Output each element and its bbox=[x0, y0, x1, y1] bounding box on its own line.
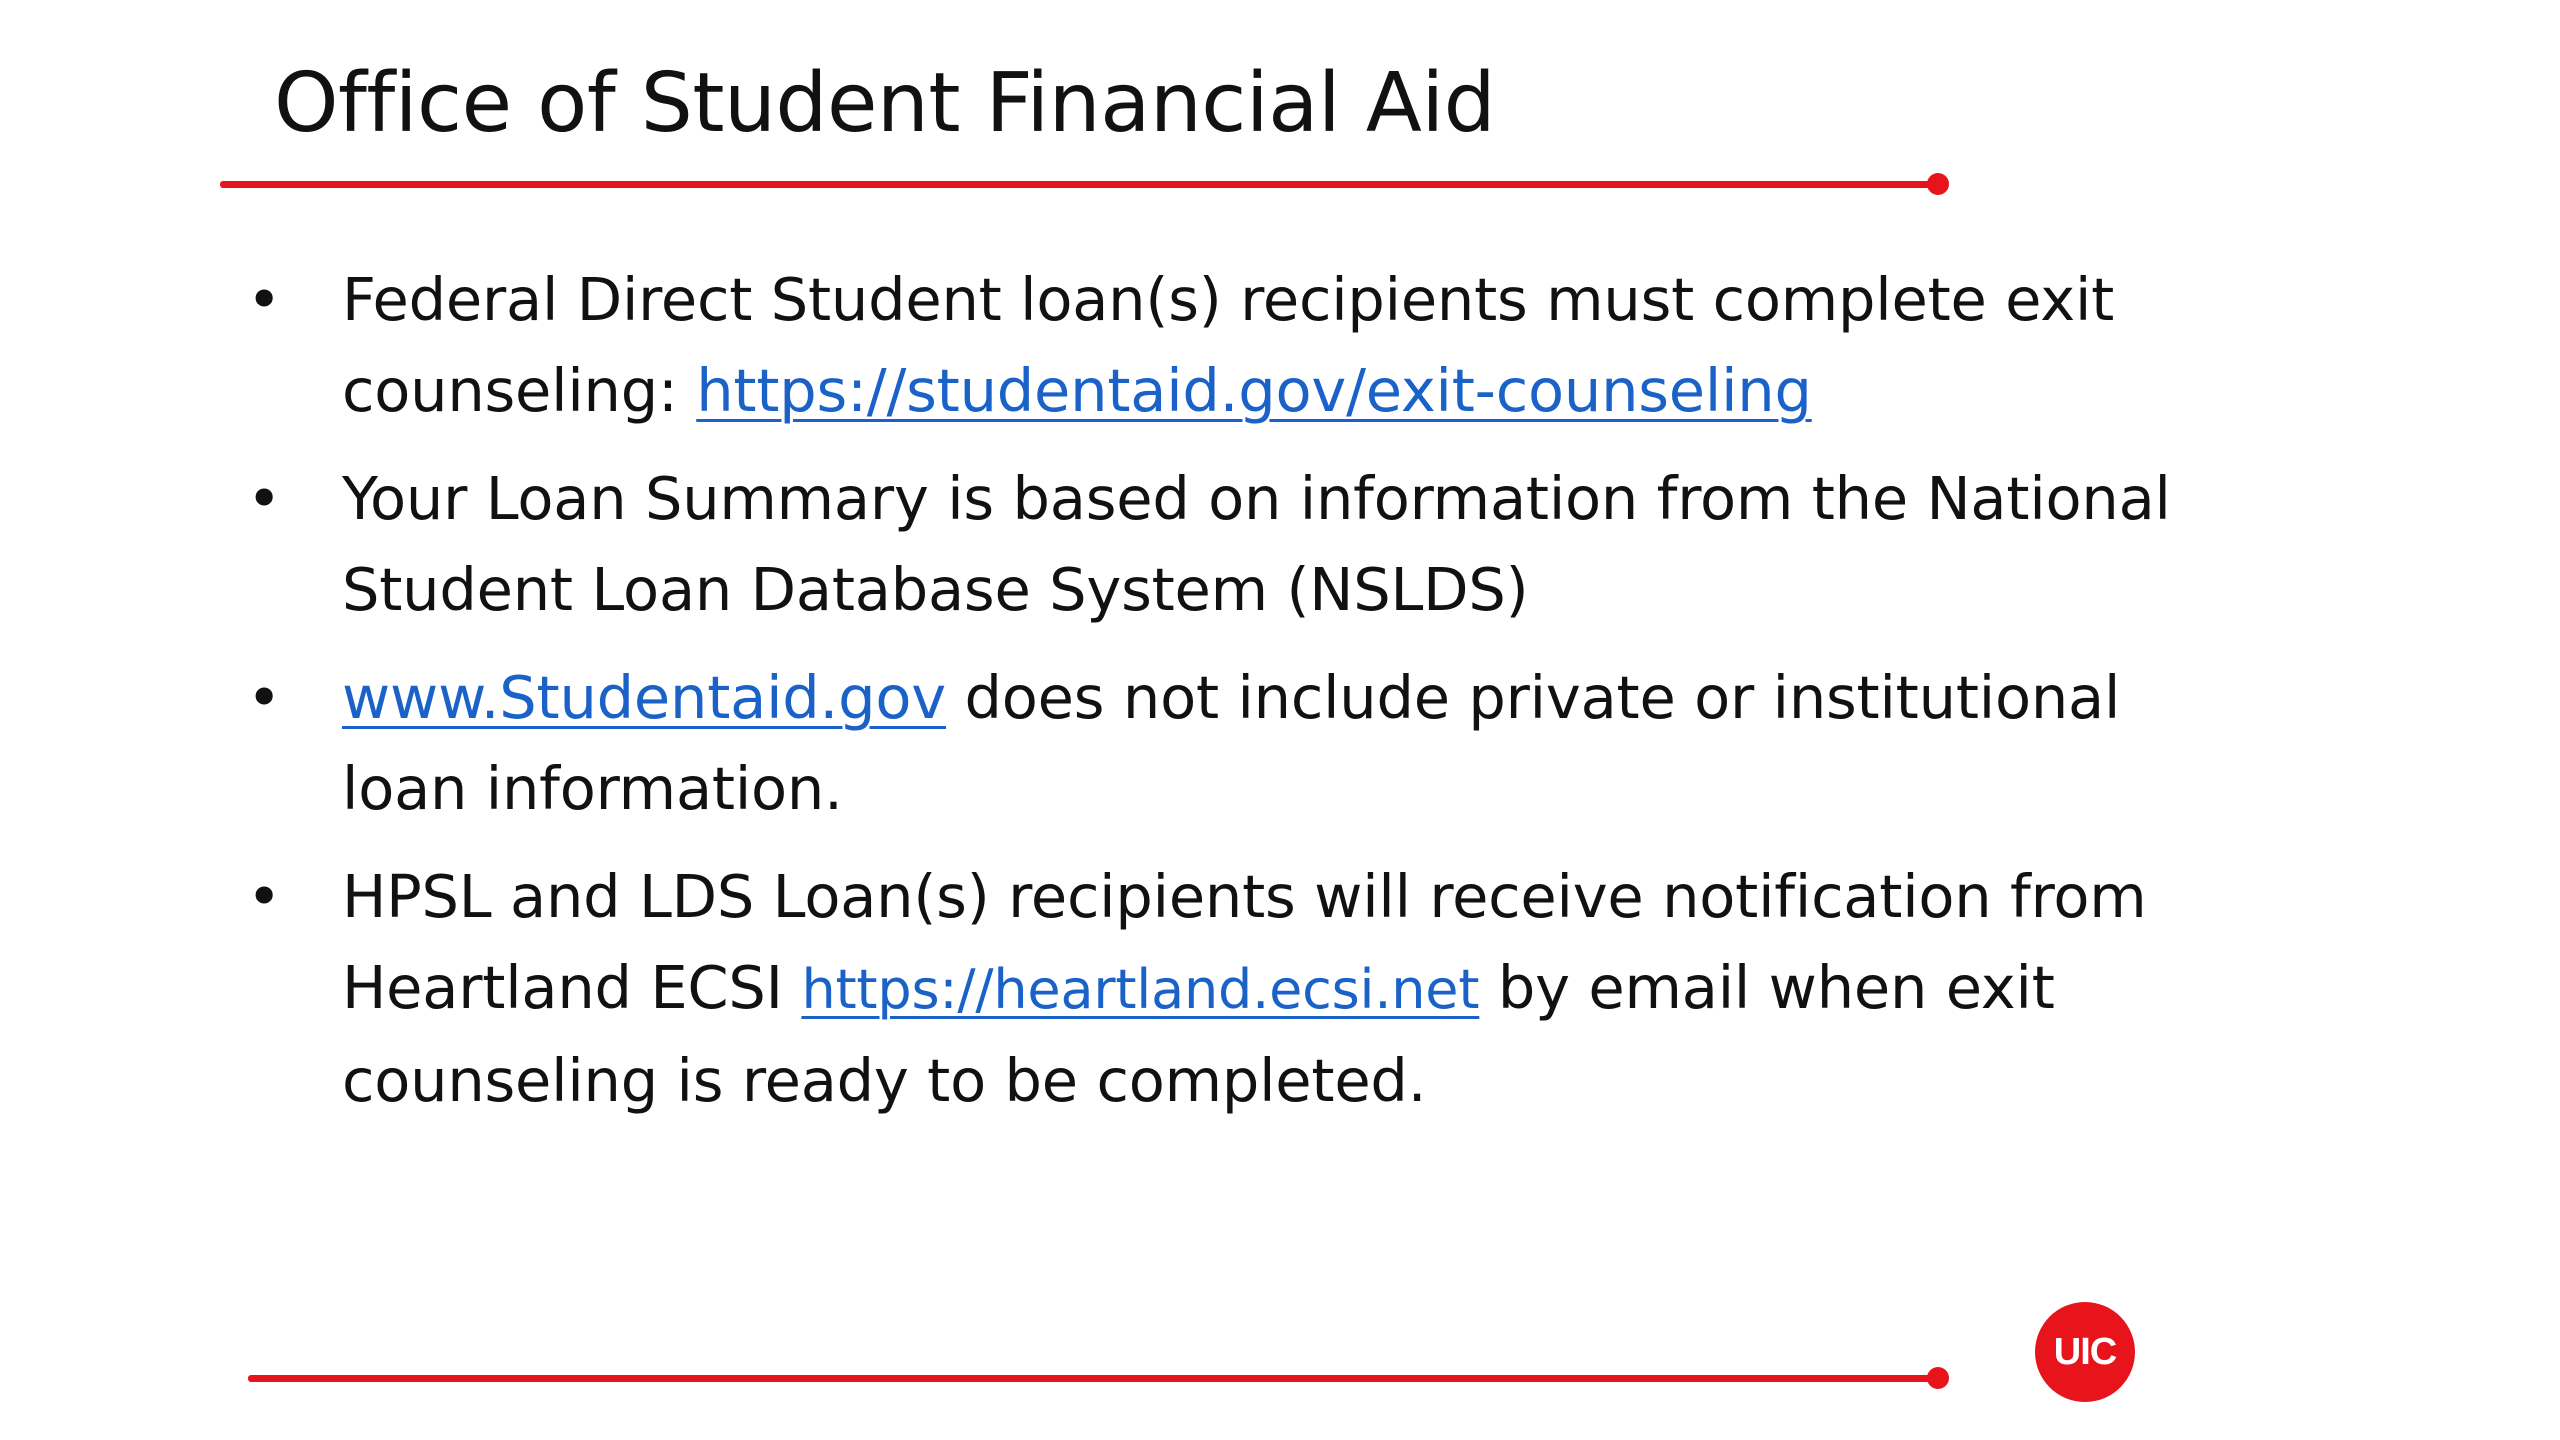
exit-counseling-link[interactable]: https://studentaid.gov/exit-counseling bbox=[696, 356, 1812, 425]
bullet-item-loan-summary bbox=[236, 453, 2246, 635]
bullet-marker: • bbox=[246, 265, 282, 334]
bullet-text: HPSL and LDS Loan(s) recipients will receive notification from Heartland ECSI bbox=[342, 862, 2147, 1022]
bullet-text: Federal Direct Student loan(s) recipients must complete exit counseling: bbox=[342, 265, 2115, 425]
bullet-marker: • bbox=[246, 862, 282, 931]
slide-title: Office of Student Financial Aid bbox=[274, 56, 1496, 151]
bullet-list bbox=[236, 254, 2246, 1143]
bullet-text: does not include private or institutional loan information. bbox=[342, 663, 2121, 823]
bullet-text: Your Loan Summary is based on information from the National Student Loan Database System (NSLDS) bbox=[342, 464, 2171, 624]
uic-logo-icon bbox=[2035, 1302, 2135, 1402]
studentaid-link[interactable]: www.Studentaid.gov bbox=[342, 663, 946, 732]
heartland-link[interactable]: https://heartland.ecsi.net bbox=[801, 958, 1480, 1021]
bullet-marker: • bbox=[246, 464, 282, 533]
footer-divider-line bbox=[248, 1375, 1938, 1382]
bullet-item-exit-counseling bbox=[236, 254, 2246, 436]
bullet-marker: • bbox=[246, 663, 282, 732]
bullet-item-heartland bbox=[236, 851, 2246, 1126]
bullet-text: by email when exit counseling is ready to be completed. bbox=[342, 953, 2055, 1115]
title-divider-line bbox=[220, 181, 1938, 188]
bullet-item-studentaid bbox=[236, 652, 2246, 834]
title-divider-dot bbox=[1927, 173, 1949, 195]
logo-text: UIC bbox=[2053, 1330, 2117, 1373]
footer-divider-dot bbox=[1927, 1367, 1949, 1389]
